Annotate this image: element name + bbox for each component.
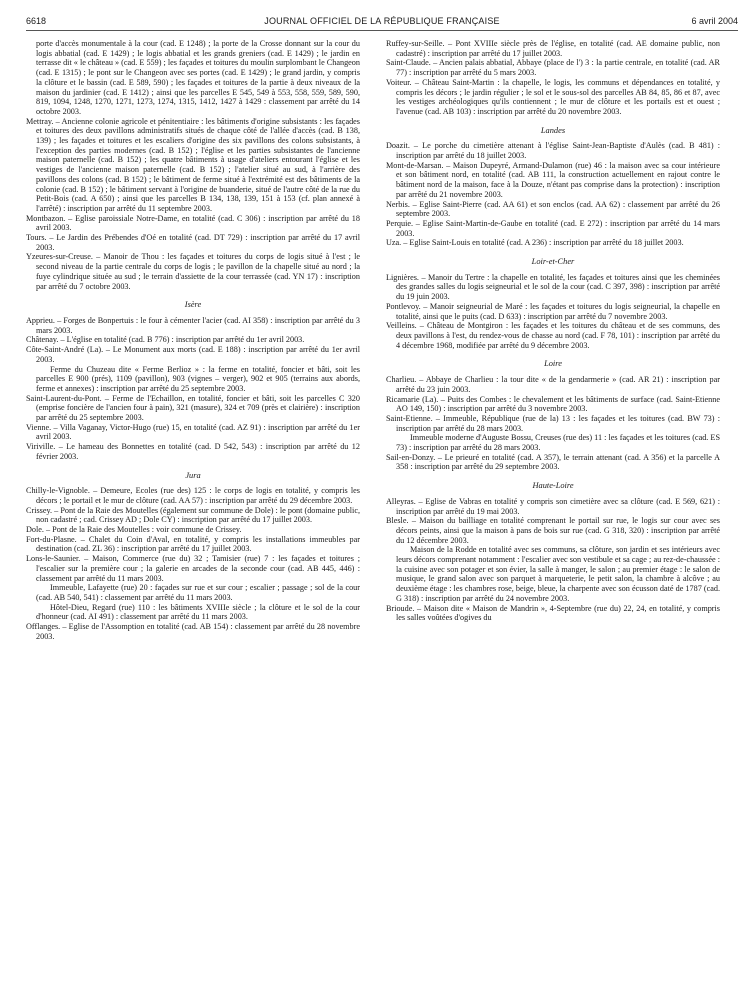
entry: Blesle. – Maison du bailliage en totalité comprenant le portail sur rue, le logis sur cour avec ses décors peints, ainsi que la maison à pans de bois sur rue (cad. G 318, 320) : inscription par arrêté du 12 décembre 2003.: [386, 516, 720, 545]
section-heading: Landes: [540, 125, 566, 135]
entry: Sail-en-Donzy. – Le prieuré en totalité (cad. A 357), le terrain attenant (cad. A 356) et la parcelle A 358 : inscription par arrêté du 29 septembre 2003.: [386, 452, 720, 472]
entry: Apprieu. – Forges de Bonpertuis : le four à cémenter l'acier (cad. AI 358) : inscription par arrêté du 3 mars 2003.: [26, 315, 360, 335]
sub-entry: Hôtel-Dieu, Regard (rue) 110 : les bâtiments XVIIIe siècle ; la clôture et le sol de la cour d'honneur (cad. AI 491) : classement par arrêté du 11 mars 2003.: [36, 602, 360, 622]
section-heading: Isère: [184, 300, 202, 310]
entry: Alleyras. – Eglise de Vabras en totalité y compris son cimetière avec sa clôture (cad. E 569, 621) : inscription par arrêté du 19 mai 2003.: [386, 496, 720, 516]
entry: Ruffey-sur-Seille. – Pont XVIIIe siècle près de l'église, en totalité (cad. AE domaine public, non cadastré) : inscription par arrêté du 17 juillet 2003.: [386, 39, 720, 58]
section-heading: Jura: [185, 470, 201, 480]
entry: Chilly-le-Vignoble. – Demeure, Ecoles (rue des) 125 : le corps de logis en totalité, y compris les décors ; le portail et le mur de clôture (cad. AA 57) : inscription par arrêté du 29 décembre 2003.: [26, 486, 360, 505]
entry: Pontlevoy. – Manoir seigneurial de Maré : les façades et toitures du logis seigneurial, la chapelle en totalité, ainsi que le puits (cad. D 633) : inscription par arrêté du 7 novembre 2003.: [386, 301, 720, 321]
entry: Doazit. – Le porche du cimetière attenant à l'église Saint-Jean-Baptiste d'Aulès (cad. B 481) : inscription par arrêté du 18 juillet 2003.: [386, 141, 720, 161]
entry: Veilleins. – Château de Montgiron : les façades et les toitures du château et de ses communs, des deux pavillons à l'est, du rendez-vous de chasse au nord (cad. F 78, 101) : inscription par arrêté du 4 décembre 1968, modifiée par arrêté du 9 décembre 2003.: [386, 321, 720, 350]
entry: Côte-Saint-André (La). – Le Monument aux morts (cad. E 188) : inscription par arrêté du 1er avril 2003.: [26, 345, 360, 364]
entry: Yzeures-sur-Creuse. – Manoir de Thou : les façades et toitures du corps de logis situé à l'est ; le second niveau de la partie centrale du corps de logis ; le pavillon de la chapelle situé au nord ; la fuye cylindrique située au sud ; le terrain d'assiette de la cour terrassée (cad. YN 17) : inscription par arrêté du 7 octobre 2003.: [26, 252, 360, 291]
entry: Saint-Laurent-du-Pont. – Ferme de l'Echaillon, en totalité, foncier et bâti, soit les parcelles C 320 (emprise foncière de l'ancien four à pain), 321 (masure), 324 et 709 (près et clairière) : inscription par arrêté du 25 septembre 2003.: [26, 393, 360, 423]
sub-entry: Maison de la Rodde en totalité avec ses communs, sa clôture, son jardin et ses intérieurs avec leurs décors comprenant notamment : l'escalier avec son vestibule et sa cage ; au rez-de-chaussée : la cuisine avec son potager et son évier, la salle à manger, le salon ; au premier étage : le salon de musique, le grand salon avec son parquet à marqueterie, le petit salon, la chambre à alcôve ; au deuxième étage : les chambres rose, beige, bleue, la charpente avec son écusson daté de 1787 (cad. G 318) : inscription par arrêté du 24 novembre 2003.: [396, 545, 720, 603]
entry: Brioude. – Maison dite « Maison de Mandrin », 4-Septembre (rue du) 22, 24, en totalité, y compris les salles voûtées d'ogives du: [386, 603, 720, 623]
section-heading: Loire: [544, 359, 562, 369]
entry: porte d'accès monumentale à la cour (cad. E 1248) ; la porte de la Crosse donnant sur la cour du logis abbatial (cad. E 1429) ; le logis abbatial et les grands greniers (cad. E 1429) ; le jardin en terrasse dit « le château » (cad. E 559) ; les façades et toitures du moulin surplombant le Changeon (cad. E 1315) ; le pont sur le Changeon avec ses portes (cad. E 1429) ; le grand jardin, y compris la clôture et le bassin (cad. E 589, 590) ; les façades et toitures de la partie à deux niveaux de la maison du jardinier (cad. E 1412) ; ainsi que les parcelles E 545, 549 à 553, 558, 559, 589, 590, 819, 1094, 1248, 1270, 1271, 1273, 1274, 1315, 1412, 1427 à 1429 : classement par arrêté du 14 octobre 2003.: [36, 39, 360, 116]
sub-entry: Immeuble moderne d'Auguste Bossu, Creuses (rue des) 11 : les façades et les toitures (cad. ES 73) : inscription par arrêté du 28 mars 2003.: [396, 433, 720, 453]
entry: Crissey. – Pont de la Raie des Moutelles (également sur commune de Dole) : le pont (domaine public, non cadastré ; cad. Crissey AD ; Dole CY) : inscription par arrêté du 17 juillet 2003.: [26, 505, 360, 525]
entry: Perquie. – Eglise Saint-Martin-de-Gaube en totalité (cad. E 272) : inscription par arrêté du 14 mars 2003.: [386, 218, 720, 238]
entry: Viriville. – Le hameau des Bonnettes en totalité (cad. D 542, 543) : inscription par arrêté du 12 février 2003.: [26, 442, 360, 461]
entry: Ricamarie (La). – Puits des Combes : le chevalement et les bâtiments de surface (cad. Saint-Etienne AO 149, 150) : inscription par arrêté du 3 novembre 2003.: [386, 394, 720, 414]
entry: Fort-du-Plasne. – Chalet du Coin d'Aval, en totalité, y compris les installations immeubles par destination (cad. ZL 36) : inscription par arrêté du 17 juillet 2003.: [26, 534, 360, 554]
sub-entry: Ferme du Chuzeau dite « Ferme Berlioz » : la ferme en totalité, foncier et bâti, soit les parcelles E 900 (prés), 1109 (pavillon), 903 (vignes – verger), 902 et 905 (terrains aux abords, ferme et annexes) : inscription par arrêté du 25 septembre 2003.: [36, 364, 360, 393]
entry: Mettray. – Ancienne colonie agricole et pénitentiaire : les bâtiments d'origine subsistants : les façades et toitures des deux pavillons administratifs situés de chaque côté de l'allée d'accès (cad. B 138, 139) ; les façades et toitures et les escaliers d'origine des six pavillons des colons subsistants, à l'exception des parties modernes (cad. B 152) ; l'église et les parties subsistantes de l'ancienne maison paternelle (cad. B 152) ; les quatre bâtiments à usage d'ateliers entourant l'église et les vestiges de l'ancienne maison paternelle (cad. B 152) ; l'atelier situé au sud, à l'arrière des pavillons des colons (cad. B 152) ; le bâtiment de ferme situé à l'extrémité est des bâtiments de la colonie (cad. B 152) ; le bâtiment servant à l'origine de buanderie, situé de l'autre côté de la rue du Petit-Bois (cad. A 650) ; ainsi que les parcelles B 134, 138, 139, 151 à 153 (cf. plan annexé à l'arrêté) : inscription par arrêté du 11 septembre 2003.: [26, 116, 360, 213]
entry: Dole. – Pont de la Raie des Moutelles : voir commune de Crissey.: [26, 525, 242, 535]
left-column: [26, 39, 360, 984]
page-header: [26, 14, 738, 28]
entry: Saint-Claude. – Ancien palais abbatial, Abbaye (place de l') 3 : la partie centrale, en totalité (cad. AR 77) : inscription par arrêté du 5 mars 2003.: [386, 58, 720, 78]
entry: Tours. – Le Jardin des Prébendes d'Oé en totalité (cad. DT 729) : inscription par arrêté du 17 avril 2003.: [26, 233, 360, 252]
section-heading: Haute-Loire: [532, 481, 574, 491]
entry: Vienne. – Villa Vaganay, Victor-Hugo (rue) 15, en totalité (cad. AZ 91) : inscription par arrêté du 1er avril 2003.: [26, 422, 360, 442]
entry: Offlanges. – Eglise de l'Assomption en totalité (cad. AB 154) : classement par arrêté du 28 novembre 2003.: [26, 622, 360, 641]
right-column: [386, 39, 720, 984]
entry: Charlieu. – Abbaye de Charlieu : la tour dite « de la gendarmerie » (cad. AR 21) : inscription par arrêté du 23 juin 2003.: [386, 375, 720, 394]
page-number: 6618: [26, 16, 47, 26]
entry: Lignières. – Manoir du Tertre : la chapelle en totalité, les façades et toitures ainsi que les cheminées des grandes salles du logis seigneurial et le sol de la cour (cad. C 397, 398) : inscription par arrêté du 19 juin 2003.: [386, 272, 720, 302]
entry: Nerbis. – Eglise Saint-Pierre (cad. AA 61) et son enclos (cad. AA 62) : classement par arrêté du 26 septembre 2003.: [386, 199, 720, 219]
entry: Uza. – Eglise Saint-Louis en totalité (cad. A 236) : inscription par arrêté du 18 juillet 2003.: [386, 238, 684, 248]
entry: Lons-le-Saunier. – Maison, Commerce (rue du) 32 ; Tamisier (rue) 7 : les façades et toitures ; l'escalier sur la première cour ; la galerie en arcades de la seconde cour (cad. AB 445, 446) : classement par arrêté du 11 mars 2003.: [26, 554, 360, 583]
section-heading: Loir-et-Cher: [531, 257, 575, 267]
header-rule: [26, 30, 738, 31]
entry: Saint-Etienne. – Immeuble, République (rue de la) 13 : les façades et les toitures (cad. BW 73) : inscription par arrêté du 28 mars 2003.: [386, 413, 720, 433]
entry: Montbazon. – Eglise paroissiale Notre-Dame, en totalité (cad. C 306) : inscription par arrêté du 18 avril 2003.: [26, 213, 360, 233]
entry: Mont-de-Marsan. – Maison Dupeyré, Armand-Dulamon (rue) 46 : la maison avec sa cour intérieure et son bâtiment nord, en totalité (cad. AB 111, la construction actuellement en rajout contre le bâtiment nord de la maison, face à la Douze, n'étant pas comprise dans la protection) : inscription par arrêté du 21 novembre 2003.: [386, 160, 720, 199]
entry: Voiteur. – Château Saint-Martin : la chapelle, le logis, les communs et dépendances en totalité, y compris les décors ; le jardin régulier ; le sol et le sous-sol des parcelles AB 84, 85, 86 et 87, avec les vestiges archéologiques qu'ils contiennent ; le mur de clôture et les portails est et ouest ; l'avenue (cad. AB 103) : inscription par arrêté du 20 novembre 2003.: [386, 77, 720, 116]
entry: Châtenay. – L'église en totalité (cad. B 776) : inscription par arrêté du 1er avril 2003.: [26, 335, 305, 345]
sub-entry: Immeuble, Lafayette (rue) 20 : façades sur rue et sur cour ; escalier ; passage ; sol de la cour (cad. AB 540, 541) : classement par arrêté du 11 mars 2003.: [36, 583, 360, 602]
journal-title: JOURNAL OFFICIEL DE LA RÉPUBLIQUE FRANÇAISE: [264, 16, 500, 26]
issue-date: 6 avril 2004: [691, 16, 738, 26]
